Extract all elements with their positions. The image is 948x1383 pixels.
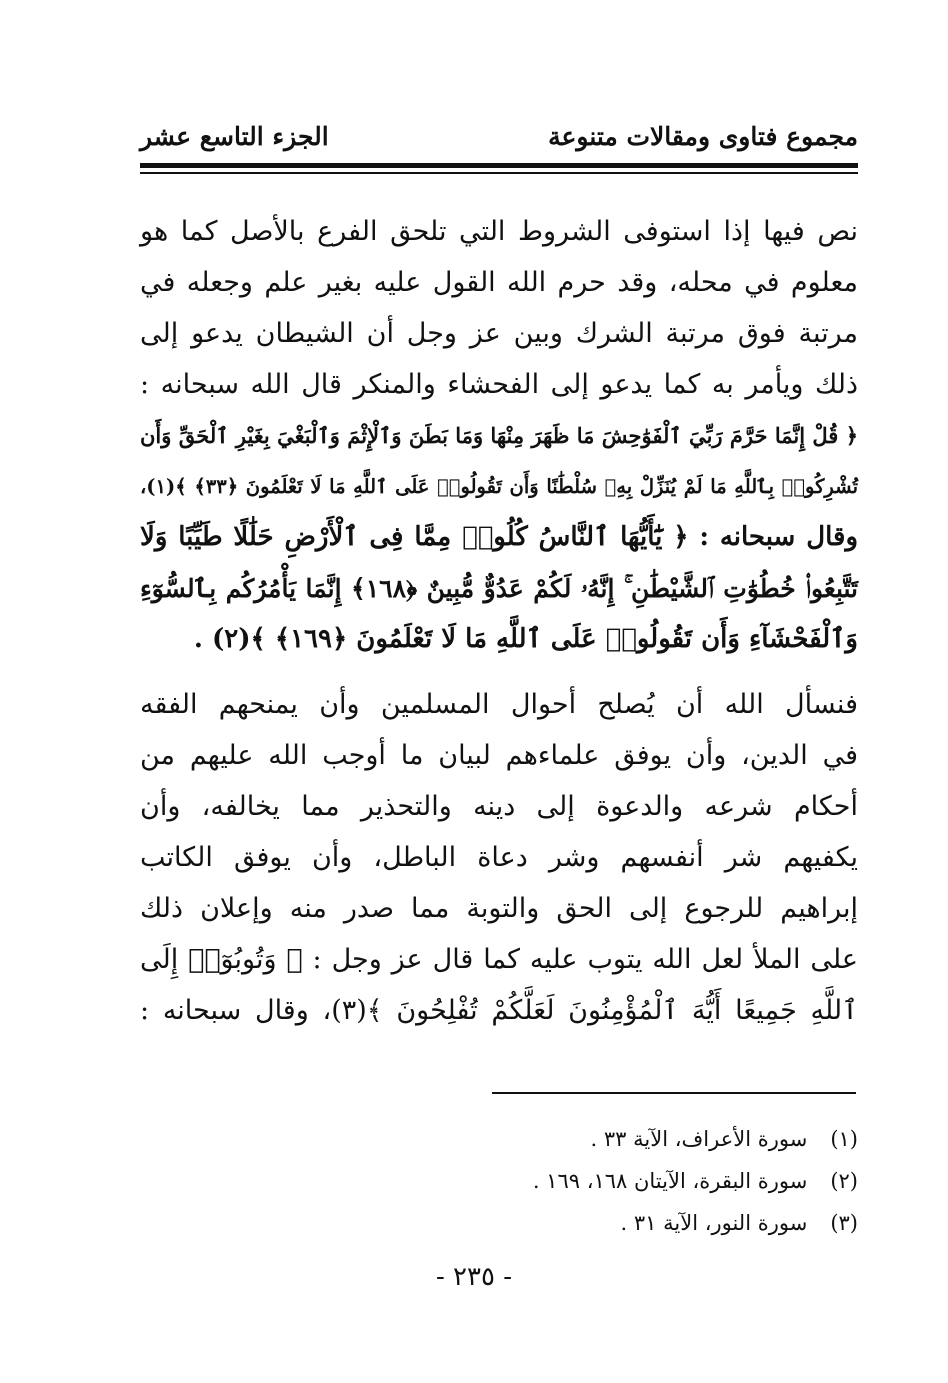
text-line: ذلك ويأمر به كما يدعو إلى الفحشاء والمنكر قال الله سبحانه : [140, 369, 858, 400]
quran-verse-line: ﴿ قُلْ إِنَّمَا حَرَّمَ رَبِّيَ ٱلْفَوَٰحِشَ مَا ظَهَرَ مِنْهَا وَمَا بَطَنَ وَٱلْإِثْمَ وَٱلْبَغْيَ بِغَيْرِ ٱلْحَقِّ وَأَن [140, 423, 858, 448]
paragraph-gap [140, 665, 858, 679]
quran-verse-line: تُشْرِكُوا۟ بِٱللَّهِ مَا لَمْ يُنَزِّلْ بِهِۦ سُلْطَٰنًا وَأَن تَقُولُوا۟ عَلَى ٱللَّهِ مَا لَا تَعْلَمُونَ ﴿٣٣﴾ ﴾(١)، [140, 475, 858, 498]
text-line: نص فيها إذا استوفى الشروط التي تلحق الفرع بالأصل كما هو [140, 216, 858, 247]
footnote-text: سورة البقرة، الآيتان ١٦٨، ١٦٩ . [532, 1169, 808, 1193]
footnote [140, 1160, 858, 1202]
quran-verse-line: تَتَّبِعُوا۟ خُطُوَٰتِ ٱلشَّيْطَٰنِ ۚ إِنَّهُۥ لَكُمْ عَدُوٌّ مُّبِينٌ ﴿١٦٨﴾ إِنَّمَا يَأْمُرُكُم بِٱلسُّوٓءِ [140, 574, 858, 603]
text-line: على الملأ لعل الله يتوب عليه كما قال عز وجل : ﴿ وَتُوبُوٓا۟ إِلَى [140, 944, 858, 975]
text-line: معلوم في محله، وقد حرم الله القول عليه بغير علم وجعله في [140, 267, 858, 298]
footnote [140, 1202, 858, 1244]
volume-title: الجزء التاسع عشر [140, 122, 329, 151]
text-line: في الدين، وأن يوفق علماءهم لبيان ما أوجب الله عليهم من [140, 740, 858, 771]
text-line: فنسأل الله أن يُصلح أحوال المسلمين وأن يمنحهم الفقه [140, 689, 858, 720]
text-line: أحكام شرعه والدعوة إلى دينه والتحذير مما يخالفه، وأن [140, 791, 858, 822]
page-number: - ٢٣٥ - [435, 1262, 513, 1292]
book-title: مجموع فتاوى ومقالات متنوعة [548, 122, 858, 151]
running-header [140, 118, 858, 162]
footnote-separator [492, 1092, 856, 1094]
footnote [140, 1118, 858, 1160]
quran-verse-line: وَٱلْفَحْشَآءِ وَأَن تَقُولُوا۟ عَلَى ٱللَّهِ مَا لَا تَعْلَمُونَ ﴿١٦٩﴾ ﴾(٢) . [193, 624, 858, 654]
footnotes [140, 1118, 858, 1244]
text-line: إبراهيم للرجوع إلى الحق والتوبة مما صدر منه وإعلان ذلك [140, 893, 858, 924]
footnote-number: (٢) [830, 1169, 858, 1193]
header-rule-thick [140, 163, 858, 168]
quran-verse-line: وقال سبحانه : ﴿ يَٰٓأَيُّهَا ٱلنَّاسُ كُلُوا۟ مِمَّا فِى ٱلْأَرْضِ حَلَٰلًا طَيِّبًا وَلَا [140, 522, 858, 552]
main-text [140, 206, 858, 1036]
footnote-number: (٣) [830, 1211, 858, 1235]
text-line: يكفيهم شر أنفسهم وشر دعاة الباطل، وأن يوفق الكاتب [140, 842, 858, 873]
header-rule-thin [140, 172, 858, 174]
footnote-text: سورة النور، الآية ٣١ . [620, 1211, 808, 1235]
footnote-text: سورة الأعراف، الآية ٣٣ . [590, 1127, 808, 1151]
text-line: ٱللَّهِ جَمِيعًا أَيُّهَ ٱلْمُؤْمِنُونَ لَعَلَّكُمْ تُفْلِحُونَ ﴾(٣)، وقال سبحانه : [140, 995, 858, 1026]
text-line: مرتبة فوق مرتبة الشرك وبين عز وجل أن الشيطان يدعو إلى [140, 318, 858, 349]
footnote-number: (١) [830, 1127, 858, 1151]
